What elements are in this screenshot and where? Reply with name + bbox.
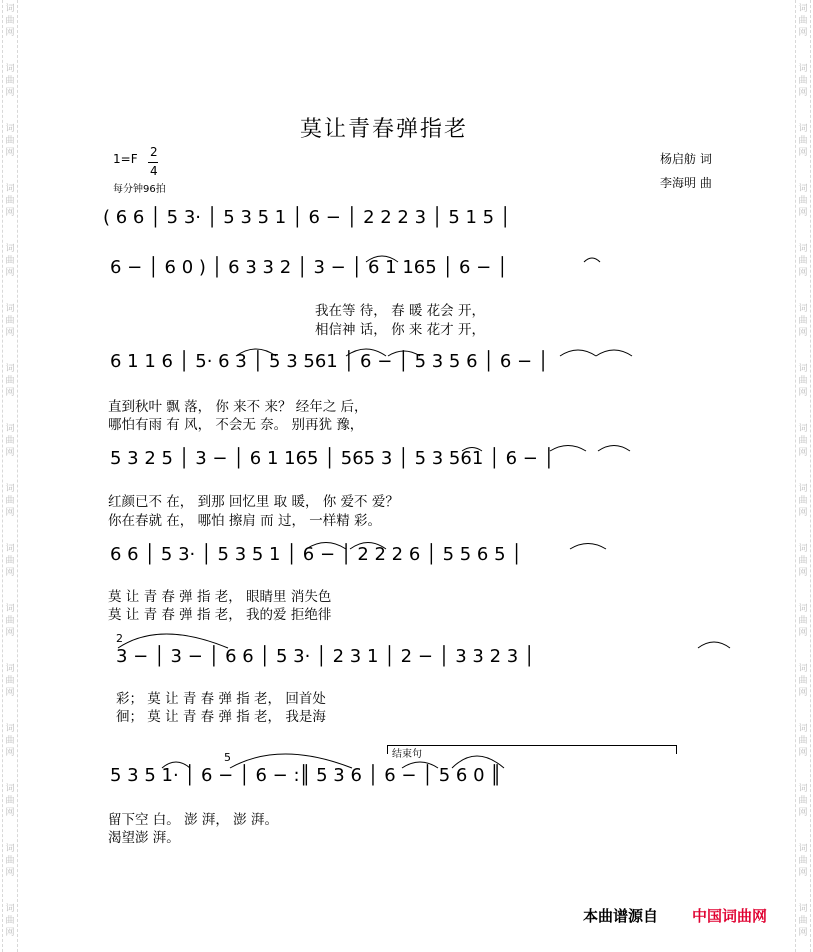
watermark-glyph: 曲 xyxy=(5,496,15,506)
slur xyxy=(462,448,482,452)
watermark-glyph: 曲 xyxy=(5,796,15,806)
watermark-glyph: 曲 xyxy=(798,256,808,266)
footer-site-link[interactable]: 中国词曲网 xyxy=(692,907,768,925)
watermark-glyph: 曲 xyxy=(798,16,808,26)
watermark-glyph: 网 xyxy=(798,688,808,698)
song-title: 莫让青春弹指老 xyxy=(300,117,469,142)
watermark-glyph: 网 xyxy=(798,448,808,458)
watermark-glyph: 词 xyxy=(5,304,15,314)
watermark-glyph: 曲 xyxy=(798,316,808,326)
watermark-glyph: 曲 xyxy=(798,436,808,446)
lyrics-row-7-verse-2: 渴望澎 湃。 xyxy=(108,830,180,846)
watermark-glyph: 词 xyxy=(5,724,15,734)
watermark-glyph: 网 xyxy=(798,208,808,218)
watermark-glyph: 网 xyxy=(798,868,808,878)
watermark-glyph: 网 xyxy=(5,808,15,818)
watermark-glyph: 网 xyxy=(798,28,808,38)
lyrics-row-7-verse-1: 留下空 白。 澎 湃， 澎 湃。 xyxy=(108,812,278,828)
watermark-glyph: 曲 xyxy=(5,616,15,626)
watermark-glyph: 网 xyxy=(5,628,15,638)
watermark-glyph: 词 xyxy=(798,604,808,614)
watermark-glyph: 词 xyxy=(798,4,808,14)
watermark-glyph: 曲 xyxy=(798,136,808,146)
watermark-glyph: 网 xyxy=(798,328,808,338)
watermark-glyph: 词 xyxy=(5,844,15,854)
notation-row-4: 5 3 2 5 │ 3 − │ 6 1 165 │ 565 3 │ 5 3 561 │ 6 − │ xyxy=(110,448,555,469)
watermark-glyph: 网 xyxy=(798,628,808,638)
watermark-glyph: 网 xyxy=(798,508,808,518)
watermark-glyph: 词 xyxy=(5,424,15,434)
lyrics-row-6-verse-1: 彩； 莫 让 青 春 弹 指 老， 回首处 xyxy=(116,691,326,707)
watermark-glyph: 曲 xyxy=(798,496,808,506)
watermark-glyph: 网 xyxy=(798,148,808,158)
watermark-glyph: 网 xyxy=(798,88,808,98)
watermark-glyph: 词 xyxy=(798,364,808,374)
slur xyxy=(118,634,228,648)
watermark-glyph: 曲 xyxy=(5,16,15,26)
notation-row-3: 6 1 1 6 │ 5· 6 3 │ 5 3 561 │ 6 − │ 5 3 5 6 │ 6 − │ xyxy=(110,351,549,372)
watermark-glyph: 网 xyxy=(798,568,808,578)
watermark-glyph: 网 xyxy=(798,748,808,758)
watermark-glyph: 曲 xyxy=(5,76,15,86)
lyricist-credit: 杨启舫 词 xyxy=(660,152,712,166)
slur xyxy=(598,446,630,452)
watermark-glyph: 网 xyxy=(5,448,15,458)
watermark-glyph: 曲 xyxy=(798,916,808,926)
ending-label: 结束句 xyxy=(392,749,422,760)
watermark-glyph: 词 xyxy=(5,484,15,494)
watermark-glyph: 网 xyxy=(5,928,15,938)
watermark-glyph: 网 xyxy=(798,808,808,818)
watermark-glyph: 网 xyxy=(5,28,15,38)
watermark-glyph: 网 xyxy=(5,328,15,338)
composer-credit: 李海明 曲 xyxy=(660,176,712,190)
watermark-glyph: 词 xyxy=(798,304,808,314)
watermark-glyph: 词 xyxy=(798,244,808,254)
watermark-glyph: 词 xyxy=(798,664,808,674)
watermark-glyph: 曲 xyxy=(5,136,15,146)
watermark-glyph: 曲 xyxy=(5,316,15,326)
watermark-glyph: 网 xyxy=(5,568,15,578)
slur xyxy=(402,762,438,768)
watermark-glyph: 词 xyxy=(798,424,808,434)
watermark-glyph: 网 xyxy=(5,868,15,878)
slur xyxy=(452,756,504,768)
watermark-glyph: 曲 xyxy=(798,616,808,626)
watermark-glyph: 词 xyxy=(5,64,15,74)
watermark-glyph: 词 xyxy=(5,124,15,134)
watermark-glyph: 网 xyxy=(5,268,15,278)
time-signature-top: 2 xyxy=(150,145,158,159)
watermark-glyph: 网 xyxy=(5,148,15,158)
watermark-glyph: 曲 xyxy=(5,736,15,746)
watermark-glyph: 词 xyxy=(798,484,808,494)
lyrics-row-4-verse-2: 你在春就 在， 哪怕 擦肩 而 过， 一样精 彩。 xyxy=(108,513,382,529)
watermark-glyph: 词 xyxy=(5,184,15,194)
notation-row-1: ( 6 6 │ 5 3· │ 5 3 5 1 │ 6 − │ 2 2 2 3 │ 5 1 5 │ xyxy=(103,207,511,228)
lyrics-row-5-verse-2: 莫 让 青 春 弹 指 老， 我的爱 拒绝徘 xyxy=(108,607,332,623)
watermark-glyph: 曲 xyxy=(798,676,808,686)
watermark-glyph: 曲 xyxy=(5,196,15,206)
slur xyxy=(550,446,586,452)
watermark-glyph: 网 xyxy=(5,388,15,398)
watermark-glyph: 词 xyxy=(5,244,15,254)
volta-number-1: 2 xyxy=(116,632,123,645)
watermark-glyph: 词 xyxy=(798,184,808,194)
notation-row-2: 6 − │ 6 0 ) │ 6 3 3 2 │ 3 − │ 6 1 165 │ 6 − │ xyxy=(110,257,508,278)
watermark-glyph: 词 xyxy=(5,604,15,614)
slur xyxy=(230,754,352,768)
time-signature-bottom: 4 xyxy=(150,164,158,178)
watermark-glyph: 词 xyxy=(798,844,808,854)
lyrics-row-3-verse-2: 哪怕有雨 有 风， 不会无 奈。 别再犹 豫， xyxy=(108,417,364,433)
watermark-glyph: 曲 xyxy=(5,256,15,266)
lyrics-row-5-verse-1: 莫 让 青 春 弹 指 老， 眼睛里 消失色 xyxy=(108,589,332,605)
watermark-glyph: 网 xyxy=(5,88,15,98)
slur xyxy=(698,642,730,648)
footer-source-text: 本曲谱源自 xyxy=(583,907,659,925)
watermark-glyph: 网 xyxy=(5,508,15,518)
slur xyxy=(388,351,420,356)
watermark-glyph: 词 xyxy=(798,64,808,74)
notation-row-5: 6 6 │ 5 3· │ 5 3 5 1 │ 6 − │ 2 2 2 6 │ 5 5 6 5 │ xyxy=(110,544,523,565)
watermark-glyph: 网 xyxy=(5,748,15,758)
watermark-glyph: 曲 xyxy=(5,376,15,386)
lyrics-row-6-verse-2: 徊； 莫 让 青 春 弹 指 老， 我是海 xyxy=(116,709,326,725)
watermark-glyph: 曲 xyxy=(5,676,15,686)
watermark-glyph: 词 xyxy=(798,544,808,554)
watermark-glyph: 词 xyxy=(5,4,15,14)
watermark-glyph: 词 xyxy=(798,904,808,914)
volta-number-2: 5 xyxy=(224,751,231,764)
watermark-glyph: 曲 xyxy=(798,76,808,86)
watermark-glyph: 词 xyxy=(5,544,15,554)
lyrics-row-3-verse-1: 直到秋叶 飘 落， 你 来不 来？ 经年之 后， xyxy=(108,399,368,415)
watermark-glyph: 词 xyxy=(5,664,15,674)
watermark-glyph: 曲 xyxy=(798,376,808,386)
watermark-glyph: 网 xyxy=(798,388,808,398)
watermark-glyph: 网 xyxy=(798,268,808,278)
notation-row-7: 5 3 5 1· │ 6 − │ 6 − :║ 5 3 6 │ 6 − │ 5 6 0 ║ xyxy=(110,765,502,786)
watermark-glyph: 词 xyxy=(5,904,15,914)
lyrics-row-2-verse-2: 相信神 话， 你 来 花才 开， xyxy=(315,322,485,338)
tempo-marking: 每分钟96拍 xyxy=(113,184,166,195)
slur xyxy=(366,256,398,262)
slur xyxy=(596,350,632,356)
slur xyxy=(560,350,596,356)
watermark-glyph: 曲 xyxy=(798,196,808,206)
watermark-glyph: 曲 xyxy=(5,916,15,926)
watermark-glyph: 词 xyxy=(798,724,808,734)
slur xyxy=(162,762,190,768)
watermark-glyph: 曲 xyxy=(5,856,15,866)
watermark-glyph: 网 xyxy=(5,208,15,218)
key-signature: 1=F xyxy=(113,152,138,166)
watermark-glyph: 曲 xyxy=(798,736,808,746)
watermark-glyph: 曲 xyxy=(798,856,808,866)
watermark-glyph: 词 xyxy=(798,124,808,134)
slur xyxy=(236,349,276,356)
watermark-glyph: 曲 xyxy=(5,556,15,566)
watermark-glyph: 曲 xyxy=(798,796,808,806)
slur xyxy=(346,349,386,356)
slur xyxy=(584,258,600,262)
slur xyxy=(306,543,346,550)
watermark-glyph: 词 xyxy=(798,784,808,794)
watermark-glyph: 词 xyxy=(5,364,15,374)
lyrics-row-4-verse-1: 红颜已不 在， 到那 回忆里 取 暖， 你 爱不 爱？ xyxy=(108,494,399,510)
notation-row-6: 3 − │ 3 − │ 6 6 │ 5 3· │ 2 3 1 │ 2 − │ 3 3 2 3 │ xyxy=(116,646,535,667)
watermark-glyph: 曲 xyxy=(5,436,15,446)
watermark-glyph: 曲 xyxy=(798,556,808,566)
watermark-glyph: 词 xyxy=(5,784,15,794)
watermark-glyph: 网 xyxy=(5,688,15,698)
watermark-glyph: 网 xyxy=(798,928,808,938)
slur xyxy=(350,543,386,550)
slur xyxy=(570,544,606,550)
lyrics-row-2-verse-1: 我在等 待， 春 暖 花会 开， xyxy=(315,303,485,319)
